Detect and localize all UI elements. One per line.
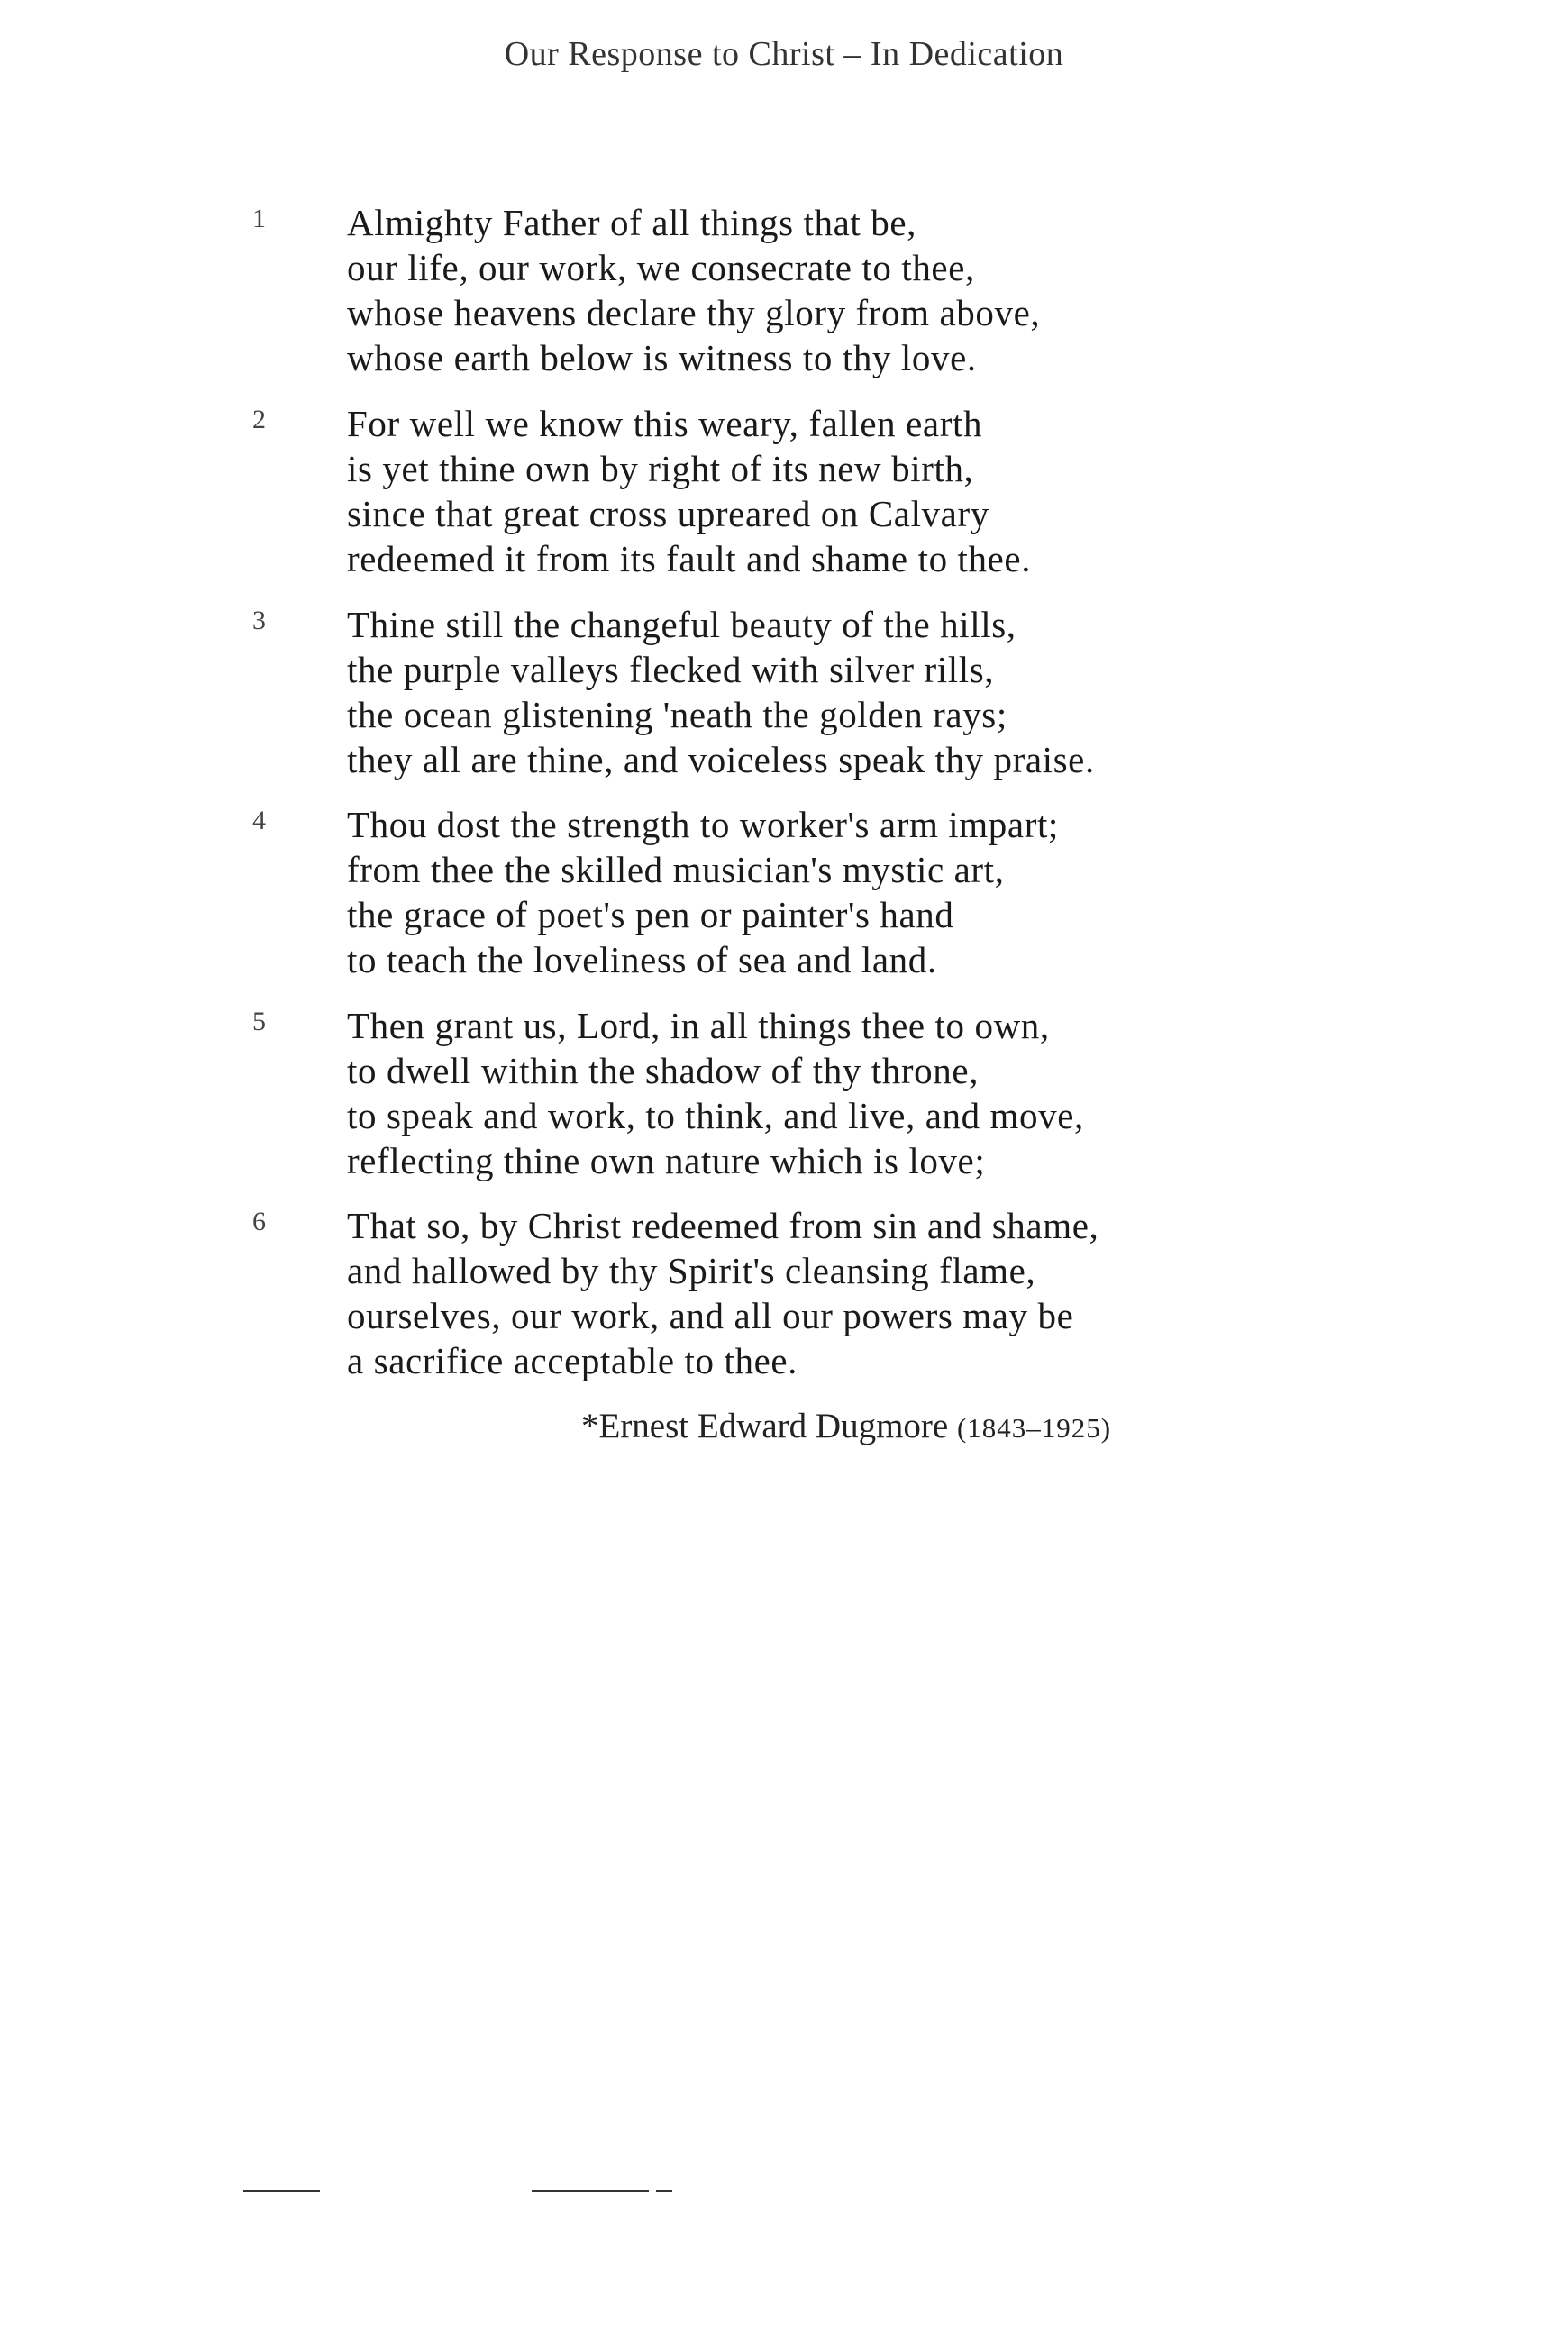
verse-lines [347, 200, 1040, 380]
verse-line: a sacrifice acceptable to thee. [347, 1340, 798, 1381]
verse-number: 3 [252, 606, 266, 635]
verse-line: ourselves, our work, and all our powers may be [347, 1295, 1074, 1336]
verse-line: whose heavens declare thy glory from above, [347, 292, 1041, 333]
verse-line: our life, our work, we consecrate to thee, [347, 247, 975, 288]
verse-number: 1 [252, 204, 266, 233]
footer-rule-left [243, 2190, 320, 2192]
verse-line: is yet thine own by right of its new birth, [347, 448, 974, 489]
footer-rule-right-tail [656, 2190, 672, 2192]
verse-lines [347, 401, 1031, 581]
verse-line: the purple valleys flecked with silver rills, [347, 649, 995, 690]
verse-line: to speak and work, to think, and live, and move, [347, 1095, 1084, 1136]
verse-line: That so, by Christ redeemed from sin and shame, [347, 1205, 1099, 1246]
author-attribution [581, 1406, 1111, 1446]
verse-line: since that great cross upreared on Calvary [347, 493, 989, 534]
author-name: *Ernest Edward Dugmore [581, 1407, 949, 1445]
verse-number: 2 [252, 405, 266, 434]
verse-lines [347, 602, 1095, 782]
verse-line: Then grant us, Lord, in all things thee to own, [347, 1005, 1050, 1046]
verse-lines [347, 802, 1059, 982]
verse-line: For well we know this weary, fallen earth [347, 403, 983, 444]
verse-line: Thine still the changeful beauty of the hills, [347, 604, 1016, 645]
verse-lines [347, 1003, 1084, 1183]
verse-line: the grace of poet's pen or painter's hand [347, 894, 954, 935]
verse-line: whose earth below is witness to thy love. [347, 337, 977, 378]
verse-line: Thou dost the strength to worker's arm impart; [347, 804, 1059, 845]
verse-number: 4 [252, 806, 266, 835]
verse-number: 5 [252, 1007, 266, 1036]
verse-line: Almighty Father of all things that be, [347, 202, 917, 243]
verse-number: 6 [252, 1207, 266, 1236]
verse-line: to dwell within the shadow of thy throne, [347, 1050, 979, 1091]
page-title: Our Response to Christ – In Dedication [504, 35, 1064, 73]
author-dates: (1843–1925) [956, 1412, 1112, 1444]
verse-line: the ocean glistening 'neath the golden rays; [347, 694, 1007, 735]
verse-line: they all are thine, and voiceless speak thy praise. [347, 739, 1095, 780]
verse-lines [347, 1203, 1099, 1383]
footer-rule-right [532, 2190, 649, 2192]
verse-line: and hallowed by thy Spirit's cleansing flame, [347, 1250, 1036, 1291]
verse-line: from thee the skilled musician's mystic art, [347, 849, 1005, 890]
verse-line: to teach the loveliness of sea and land. [347, 939, 937, 980]
verse-line: redeemed it from its fault and shame to thee. [347, 538, 1032, 579]
verse-line: reflecting thine own nature which is love; [347, 1140, 986, 1181]
